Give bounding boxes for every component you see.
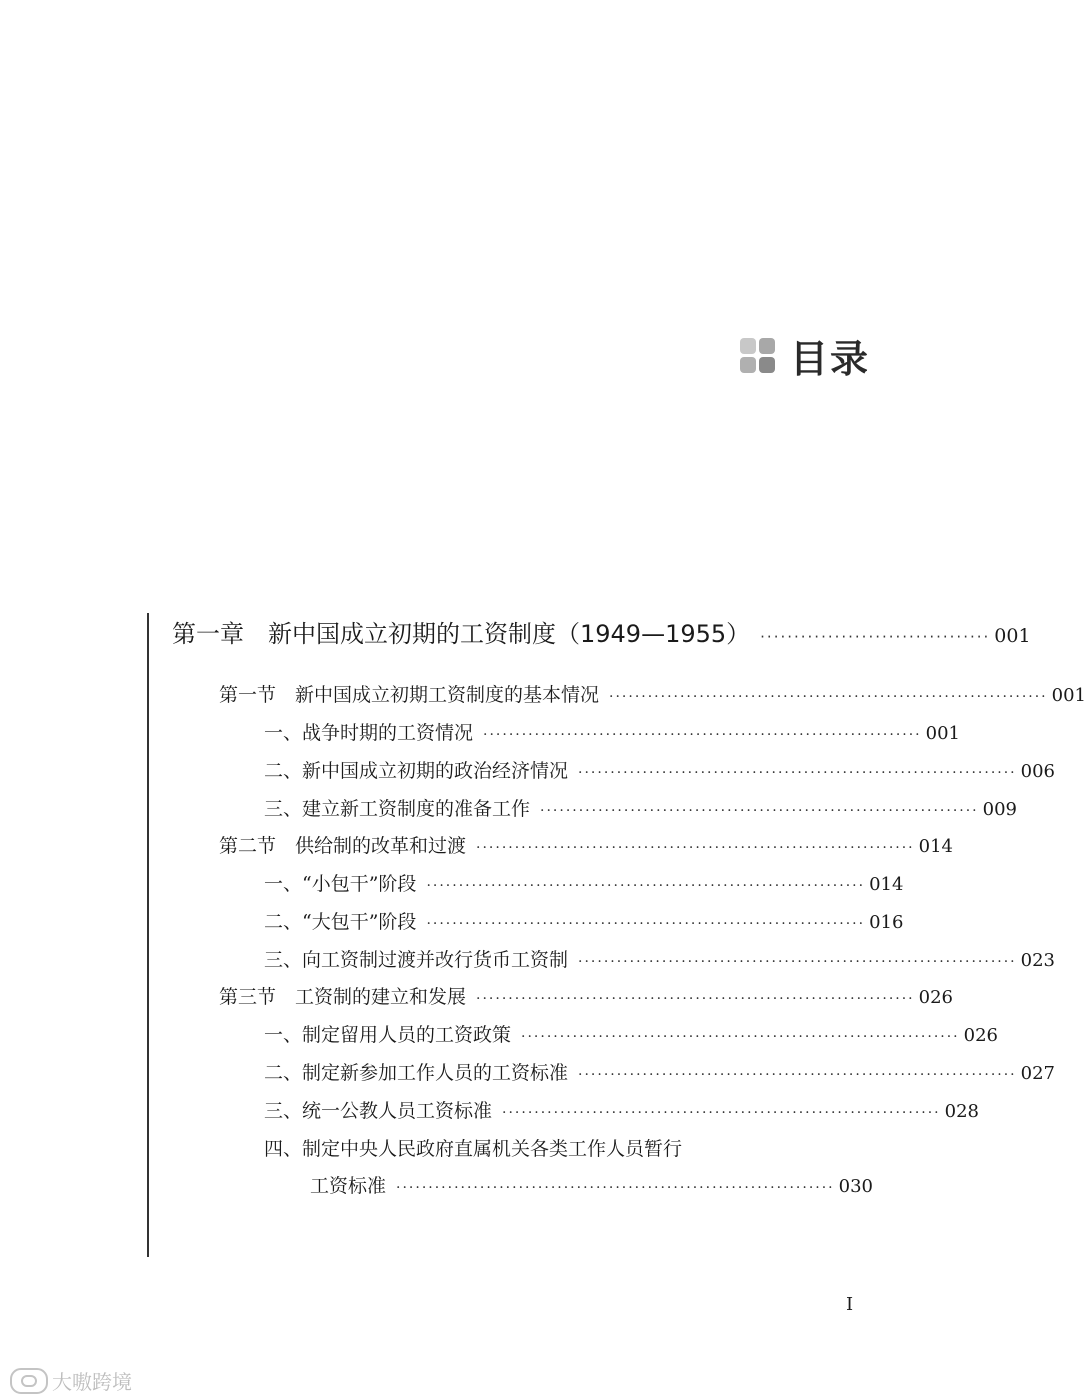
toc-entry-label: 三、统一公教人员工资标准 [264, 1100, 493, 1122]
toc-entry-page: 028 [944, 1101, 979, 1122]
toc-entry-label: 工资标准 [310, 1175, 387, 1197]
margin-rule [147, 613, 149, 1257]
watermark-logo-icon [10, 1368, 48, 1394]
toc-subsection-entry[interactable] [264, 1058, 1055, 1085]
toc-section-entry[interactable] [219, 982, 953, 1009]
toc-subsection-entry[interactable] [264, 1020, 998, 1047]
leader-dots: ···································································· [476, 840, 915, 856]
toc-entry-label: 二、制定新参加工作人员的工资标准 [264, 1062, 569, 1084]
toc-subsection-entry[interactable] [264, 794, 1017, 821]
toc-entry-page: 009 [982, 799, 1017, 820]
toc-entry-label: 第二节 供给制的改革和过渡 [219, 835, 467, 857]
leader-dots: ···································································· [396, 1180, 835, 1196]
toc-entry-label: 第一章 新中国成立初期的工资制度（1949—1955） [172, 620, 751, 648]
toc-entry-label: 一、制定留用人员的工资政策 [264, 1024, 512, 1046]
leader-dots: ···································································· [578, 1067, 1017, 1083]
leader-dots: ···································································· [578, 765, 1017, 781]
toc-chapter-entry[interactable] [172, 614, 1031, 649]
leader-dots: ···································································· [483, 727, 922, 743]
toc-subsection-entry[interactable] [264, 869, 904, 896]
toc-entry-page: 026 [963, 1025, 998, 1046]
toc-entry-label: 第三节 工资制的建立和发展 [219, 986, 467, 1008]
toc-entry-page: 023 [1020, 950, 1055, 971]
squares-icon [740, 338, 776, 374]
toc-subsection-entry[interactable] [264, 945, 1055, 972]
toc-heading [740, 328, 870, 383]
toc-entry-label: 三、建立新工资制度的准备工作 [264, 798, 531, 820]
toc-entry-page: 030 [838, 1176, 873, 1197]
leader-dots: ···································································· [426, 878, 866, 894]
watermark [10, 1366, 132, 1395]
toc-entry-page: 027 [1020, 1063, 1055, 1084]
toc-entry-label: 一、战争时期的工资情况 [264, 722, 474, 744]
toc-entry-page: 001 [994, 625, 1031, 647]
toc-entry-label: 一、“小包干”阶段 [264, 873, 417, 895]
leader-dots: ···································································· [502, 1105, 941, 1121]
leader-dots: ···································································· [426, 916, 866, 932]
page-number: I [846, 1294, 854, 1315]
toc-subsection-continuation[interactable] [310, 1171, 873, 1198]
toc-section-entry[interactable] [219, 831, 953, 858]
toc-subsection-entry[interactable] [264, 1134, 682, 1161]
leader-dots: ···································································· [476, 991, 915, 1007]
toc-subsection-entry[interactable] [264, 1096, 979, 1123]
toc-subsection-entry[interactable] [264, 756, 1055, 783]
toc-entry-page: 026 [918, 987, 953, 1008]
page-title: 目录 [790, 337, 871, 381]
toc-entry-label: 二、新中国成立初期的政治经济情况 [264, 760, 569, 782]
leader-dots: ···································································· [609, 689, 1048, 705]
toc-entry-page: 001 [1051, 685, 1086, 706]
toc-entry-page: 014 [869, 874, 904, 895]
leader-dots: ···································································· [521, 1029, 960, 1045]
toc-entry-label: 四、制定中央人民政府直属机关各类工作人员暂行 [264, 1138, 683, 1160]
leader-dots: ·································· [760, 628, 991, 646]
toc-entry-label: 第一节 新中国成立初期工资制度的基本情况 [219, 684, 600, 706]
toc-section-entry[interactable] [219, 680, 1086, 707]
toc-entry-page: 016 [869, 912, 904, 933]
leader-dots: ···································································· [540, 803, 979, 819]
toc-entry-page: 014 [918, 836, 953, 857]
toc-subsection-entry[interactable] [264, 907, 904, 934]
toc-entry-label: 二、“大包干”阶段 [264, 911, 417, 933]
toc-subsection-entry[interactable] [264, 718, 960, 745]
toc-entry-label: 三、向工资制过渡并改行货币工资制 [264, 949, 569, 971]
leader-dots: ···································································· [578, 954, 1017, 970]
toc-entry-page: 001 [925, 723, 960, 744]
toc-entry-page: 006 [1020, 761, 1055, 782]
watermark-text: 大嗷跨境 [52, 1370, 132, 1394]
